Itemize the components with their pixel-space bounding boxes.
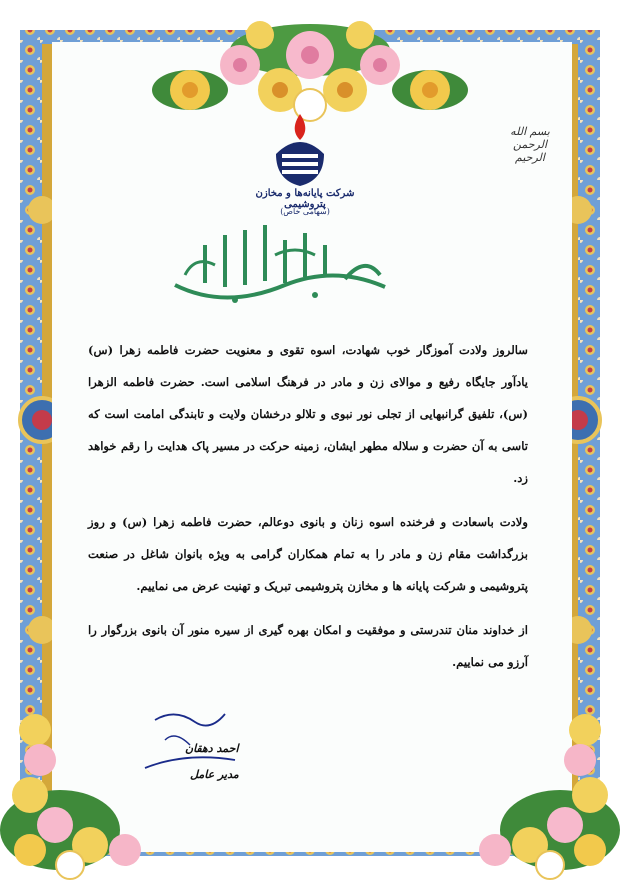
certificate-body	[88, 334, 528, 690]
paragraph-1: سالروز ولادت آموزگار خوب شهادت، اسوه تقوی و معنویت حضرت فاطمه زهرا (س) یادآور جایگاه رفیع و موالای زن و مادر در فرهنگ اسلامی است. حضرت فاطمه الزهرا (س)، تلفیق گرانبهایی از تجلی نور نبوی و تلالو درخشان ولایت و تابندگی امامت است که تاسی به آن حضرت و سلاله مطهر ایشان، زمینه حرکت در مسیر پاک هدایت را رقم خواهد زد.	[88, 343, 528, 485]
company-name: شرکت پایانه‌ها و مخازن پتروشیمی	[255, 188, 355, 210]
basmala: بسم الله الرحمن الرحیم	[510, 125, 550, 164]
bottom-right-floral-ornament	[450, 700, 620, 886]
paragraph-2: ولادت باسعادت و فرخنده اسوه زنان و بانوی دوعالم، حضرت فاطمه زهرا (س) و روز بزرگداشت مقام زن و مادر را به تمام همکاران گرامی به ویژه بانوان شاغل در صنعت پتروشیمی و شرکت پایانه ها و مخازن پتروشیمی تبریک و تهنیت عرض می نماییم.	[88, 515, 528, 593]
company-subtitle: (سهامی خاص)	[280, 207, 330, 216]
company-logo	[250, 110, 350, 194]
signatory-title: مدیر عامل	[190, 768, 239, 781]
paragraph-3: از خداوند منان تندرستی و موفقیت و امکان بهره گیری از سیره منور آن بانوی بزرگوار را آرزو می نماییم.	[88, 623, 528, 669]
signatory-name: احمد دهقان	[185, 742, 239, 755]
calligraphy-emblem	[165, 215, 395, 315]
flame-logo-icon	[250, 110, 350, 190]
